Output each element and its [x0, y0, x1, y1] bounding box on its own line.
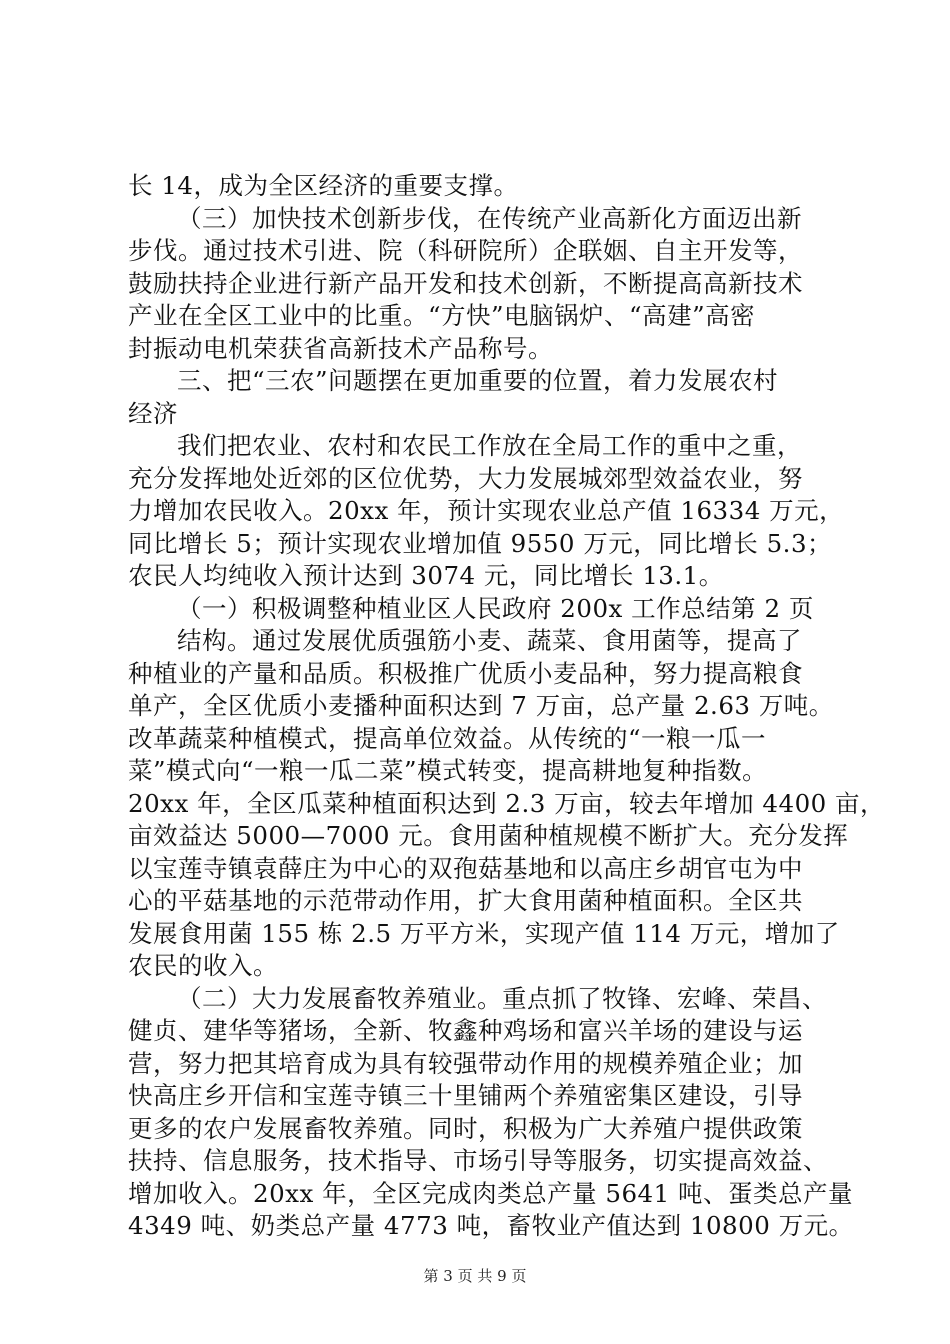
document-body: [128, 170, 886, 1243]
text-line: 营，努力把其培育成为具有较强带动作用的规模养殖企业；加: [128, 1048, 803, 1078]
text-line: 菜”模式向“一粮一瓜二菜”模式转变，提高耕地复种指数。: [128, 756, 768, 785]
text-line: 心的平菇基地的示范带动作用，扩大食用菌种植面积。全区共: [128, 886, 803, 915]
text-line: 20xx 年，全区瓜菜种植面积达到 2.3 万亩，较去年增加 4400 亩，: [128, 788, 886, 818]
text-line: 4349 吨、奶类总产量 4773 吨，畜牧业产值达到 10800 万元。: [128, 1211, 854, 1240]
section-heading: 三、把“三农”问题摆在更加重要的位置，着力发展农村: [177, 366, 779, 395]
text-line: 农民的收入。: [128, 951, 278, 980]
text-line: 增加收入。20xx 年，全区完成肉类总产量 5641 吨、蛋类总产量: [128, 1178, 854, 1208]
text-line: 充分发挥地处近郊的区位优势，大力发展城郊型效益农业，努: [128, 463, 803, 493]
text-line: 步伐。通过技术引进、院（科研院所）企联姻、自主开发等，: [128, 236, 803, 265]
text-line: 封振动电机荣获省高新技术产品称号。: [128, 333, 553, 363]
text-line: 产业在全区工业中的比重。“方快”电脑锅炉、“高建”高密: [128, 301, 756, 330]
section-heading: 经济: [128, 398, 178, 428]
text-line: 单产，全区优质小麦播种面积达到 7 万亩，总产量 2.63 万吨。: [128, 691, 834, 720]
text-line: 亩效益达 5000—7000 元。食用菌种植规模不断扩大。充分发挥: [128, 821, 849, 850]
text-line: 更多的农户发展畜牧养殖。同时，积极为广大养殖户提供政策: [128, 1113, 803, 1143]
text-line: 农民人均纯收入预计达到 3074 元，同比增长 13.1。: [128, 561, 724, 590]
text-line: 扶持、信息服务，技术指导、市场引导等服务，切实提高效益、: [128, 1146, 828, 1175]
text-line: 种植业的产量和品质。积极推广优质小麦品种，努力提高粮食: [128, 658, 803, 688]
text-line: （二）大力发展畜牧养殖业。重点抓了牧锋、宏峰、荣昌、: [177, 983, 827, 1013]
text-line: 力增加农民收入。20xx 年，预计实现农业总产值 16334 万元，: [128, 496, 845, 525]
text-line: 结构。通过发展优质强筋小麦、蔬菜、食用菌等，提高了: [177, 626, 802, 655]
text-line: 以宝莲寺镇袁薛庄为中心的双孢菇基地和以高庄乡胡官屯为中: [128, 853, 803, 883]
text-line: 健贞、建华等猪场，全新、牧鑫种鸡场和富兴羊场的建设与运: [128, 1016, 803, 1045]
text-line: 发展食用菌 155 栋 2.5 万平方米，实现产值 114 万元，增加了: [128, 918, 840, 948]
page-number-footer: 第 3 页 共 9 页: [423, 1267, 527, 1285]
text-line: （三）加快技术创新步伐，在传统产业高新化方面迈出新: [177, 203, 802, 233]
text-line: 鼓励扶持企业进行新产品开发和技术创新，不断提高高新技术: [128, 268, 803, 298]
text-line: 改革蔬菜种植模式，提高单位效益。从传统的“一粮一瓜一: [128, 723, 767, 753]
text-line: 长 14，成为全区经济的重要支撑。: [128, 171, 519, 200]
text-line: 快高庄乡开信和宝莲寺镇三十里铺两个养殖密集区建设，引导: [128, 1081, 803, 1110]
text-line: 我们把农业、农村和农民工作放在全局工作的重中之重，: [177, 431, 802, 460]
text-line: 同比增长 5；预计实现农业增加值 9550 万元，同比增长 5.3；: [128, 528, 833, 558]
text-line: （一）积极调整种植业区人民政府 200x 工作总结第 2 页: [177, 593, 814, 623]
